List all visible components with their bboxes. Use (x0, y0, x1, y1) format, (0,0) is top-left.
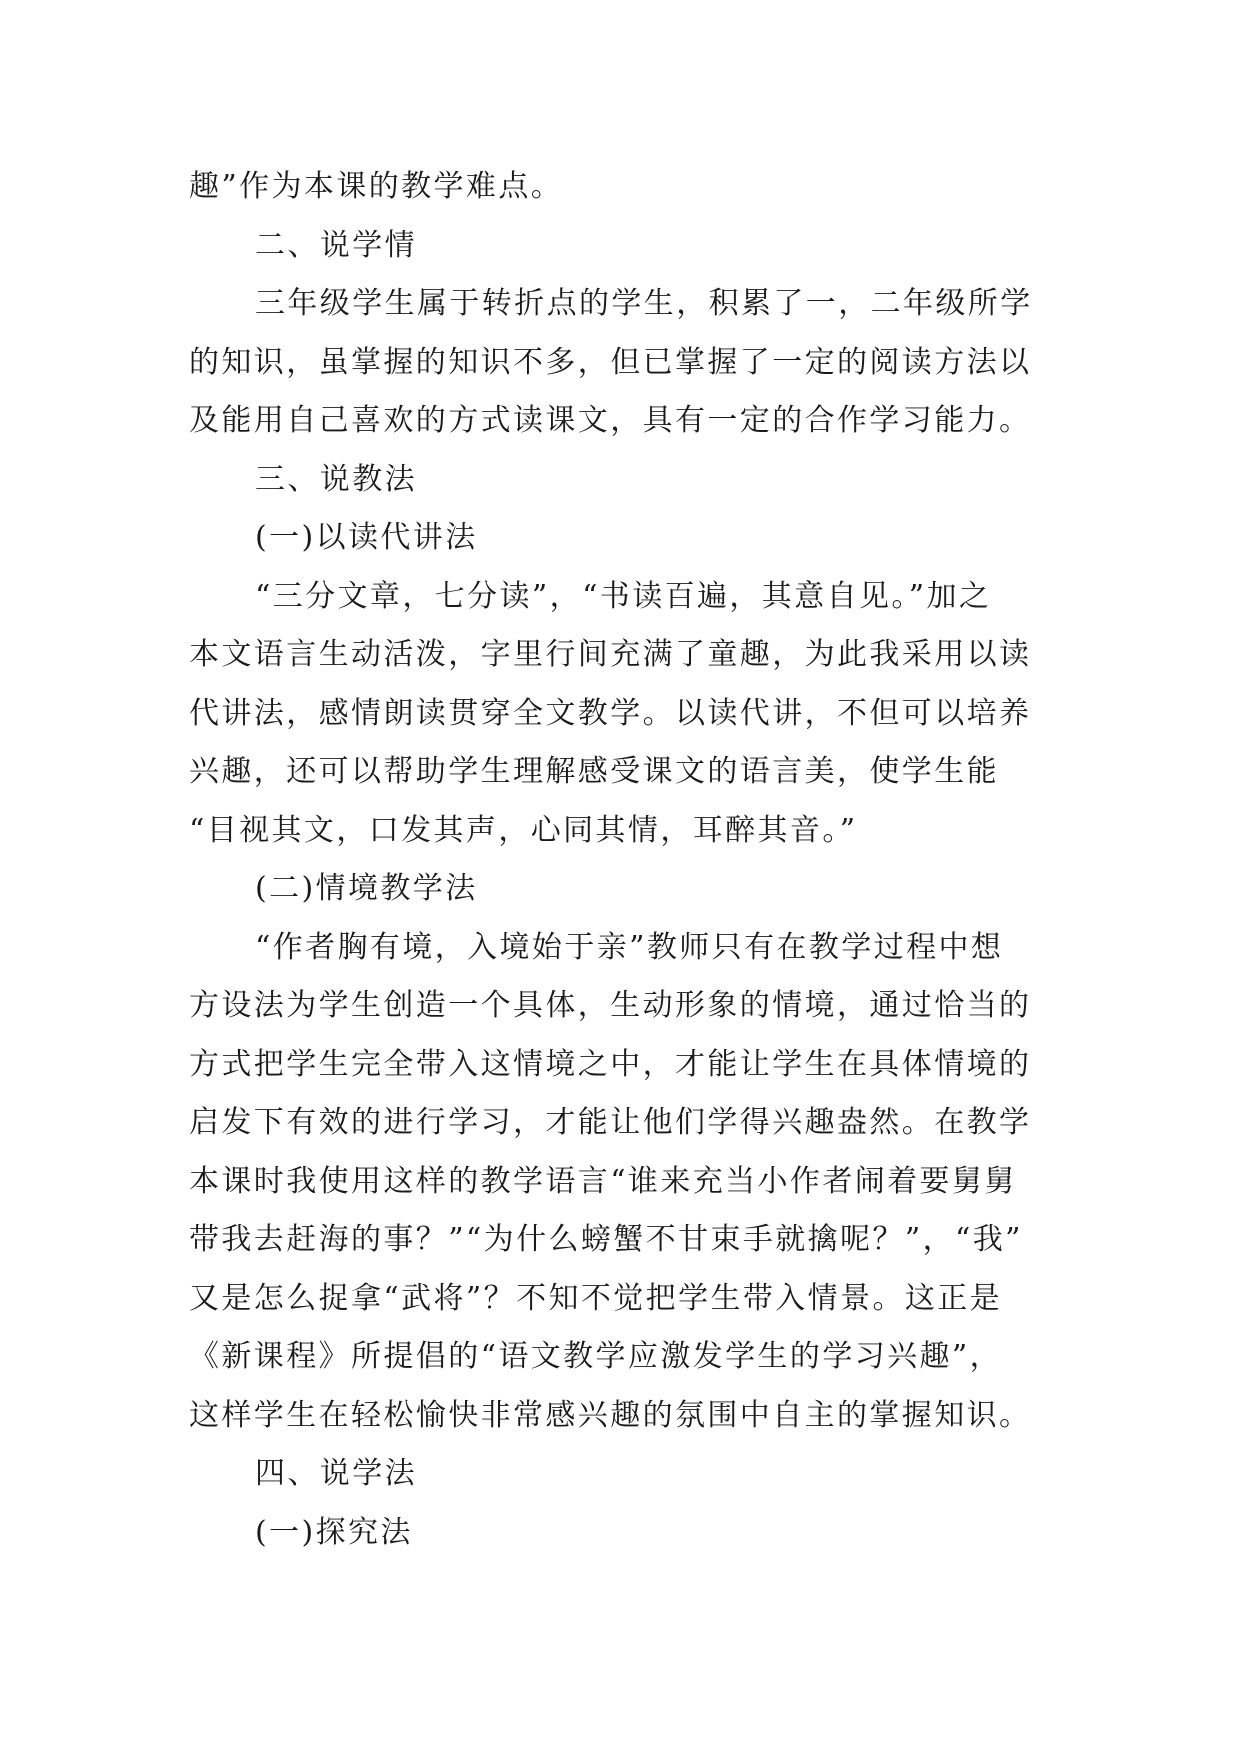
text-line: 及能用自己喜欢的方式读课文，具有一定的合作学习能力。 (189, 403, 1032, 438)
text-line: “三分文章，七分读”，“书读百遍，其意自见。”加之 (255, 578, 992, 614)
text-line: 代讲法，感情朗读贯穿全文教学。以读代讲，不但可以培养 (189, 695, 1032, 731)
text-line: 兴趣，还可以帮助学生理解感受课文的语言美，使学生能 (189, 754, 999, 789)
text-line: 带我去赶海的事？”“为什么螃蟹不甘束手就擒呢？”，“我” (189, 1222, 1023, 1257)
text-line: (二)情境教学法 (255, 871, 478, 906)
text-line: 三、说教法 (255, 461, 417, 497)
text-line: (一)探究法 (255, 1514, 413, 1550)
text-line: 的知识，虽掌握的知识不多，但已掌握了一定的阅读方法以 (189, 344, 1032, 380)
text-line: 三年级学生属于转折点的学生，积累了一，二年级所学 (255, 286, 1033, 321)
text-line: 方式把学生完全带入这情境之中，才能让学生在具体情境的 (189, 1046, 1032, 1082)
text-line: 这样学生在轻松愉快非常感兴趣的氛围中自主的掌握知识。 (189, 1397, 1032, 1433)
document-body (189, 158, 1069, 1562)
text-line: (一)以读代讲法 (255, 520, 478, 555)
text-line: 《新课程》所提倡的“语文教学应激发学生的学习兴趣”， (189, 1339, 1003, 1374)
text-line: 方设法为学生创造一个具体，生动形象的情境，通过恰当的 (189, 988, 1032, 1023)
text-line: 启发下有效的进行学习，才能让他们学得兴趣盎然。在教学 (189, 1105, 1032, 1140)
text-line: 本文语言生动活泼，字里行间充满了童趣，为此我采用以读 (189, 637, 1032, 672)
text-line: “目视其文，口发其声，心同其情，耳醉其音。” (189, 812, 858, 848)
text-line: 又是怎么捉拿“武将”？不知不觉把学生带入情景。这正是 (189, 1280, 1003, 1316)
text-line: 本课时我使用这样的教学语言“谁来充当小作者闹着要舅舅 (189, 1163, 1017, 1199)
text-line: “作者胸有境，入境始于亲”教师只有在教学过程中想 (255, 929, 1004, 965)
text-line: 四、说学法 (255, 1456, 417, 1491)
text-line: 趣”作为本课的教学难点。 (189, 169, 564, 204)
text-line: 二、说学情 (255, 227, 417, 263)
